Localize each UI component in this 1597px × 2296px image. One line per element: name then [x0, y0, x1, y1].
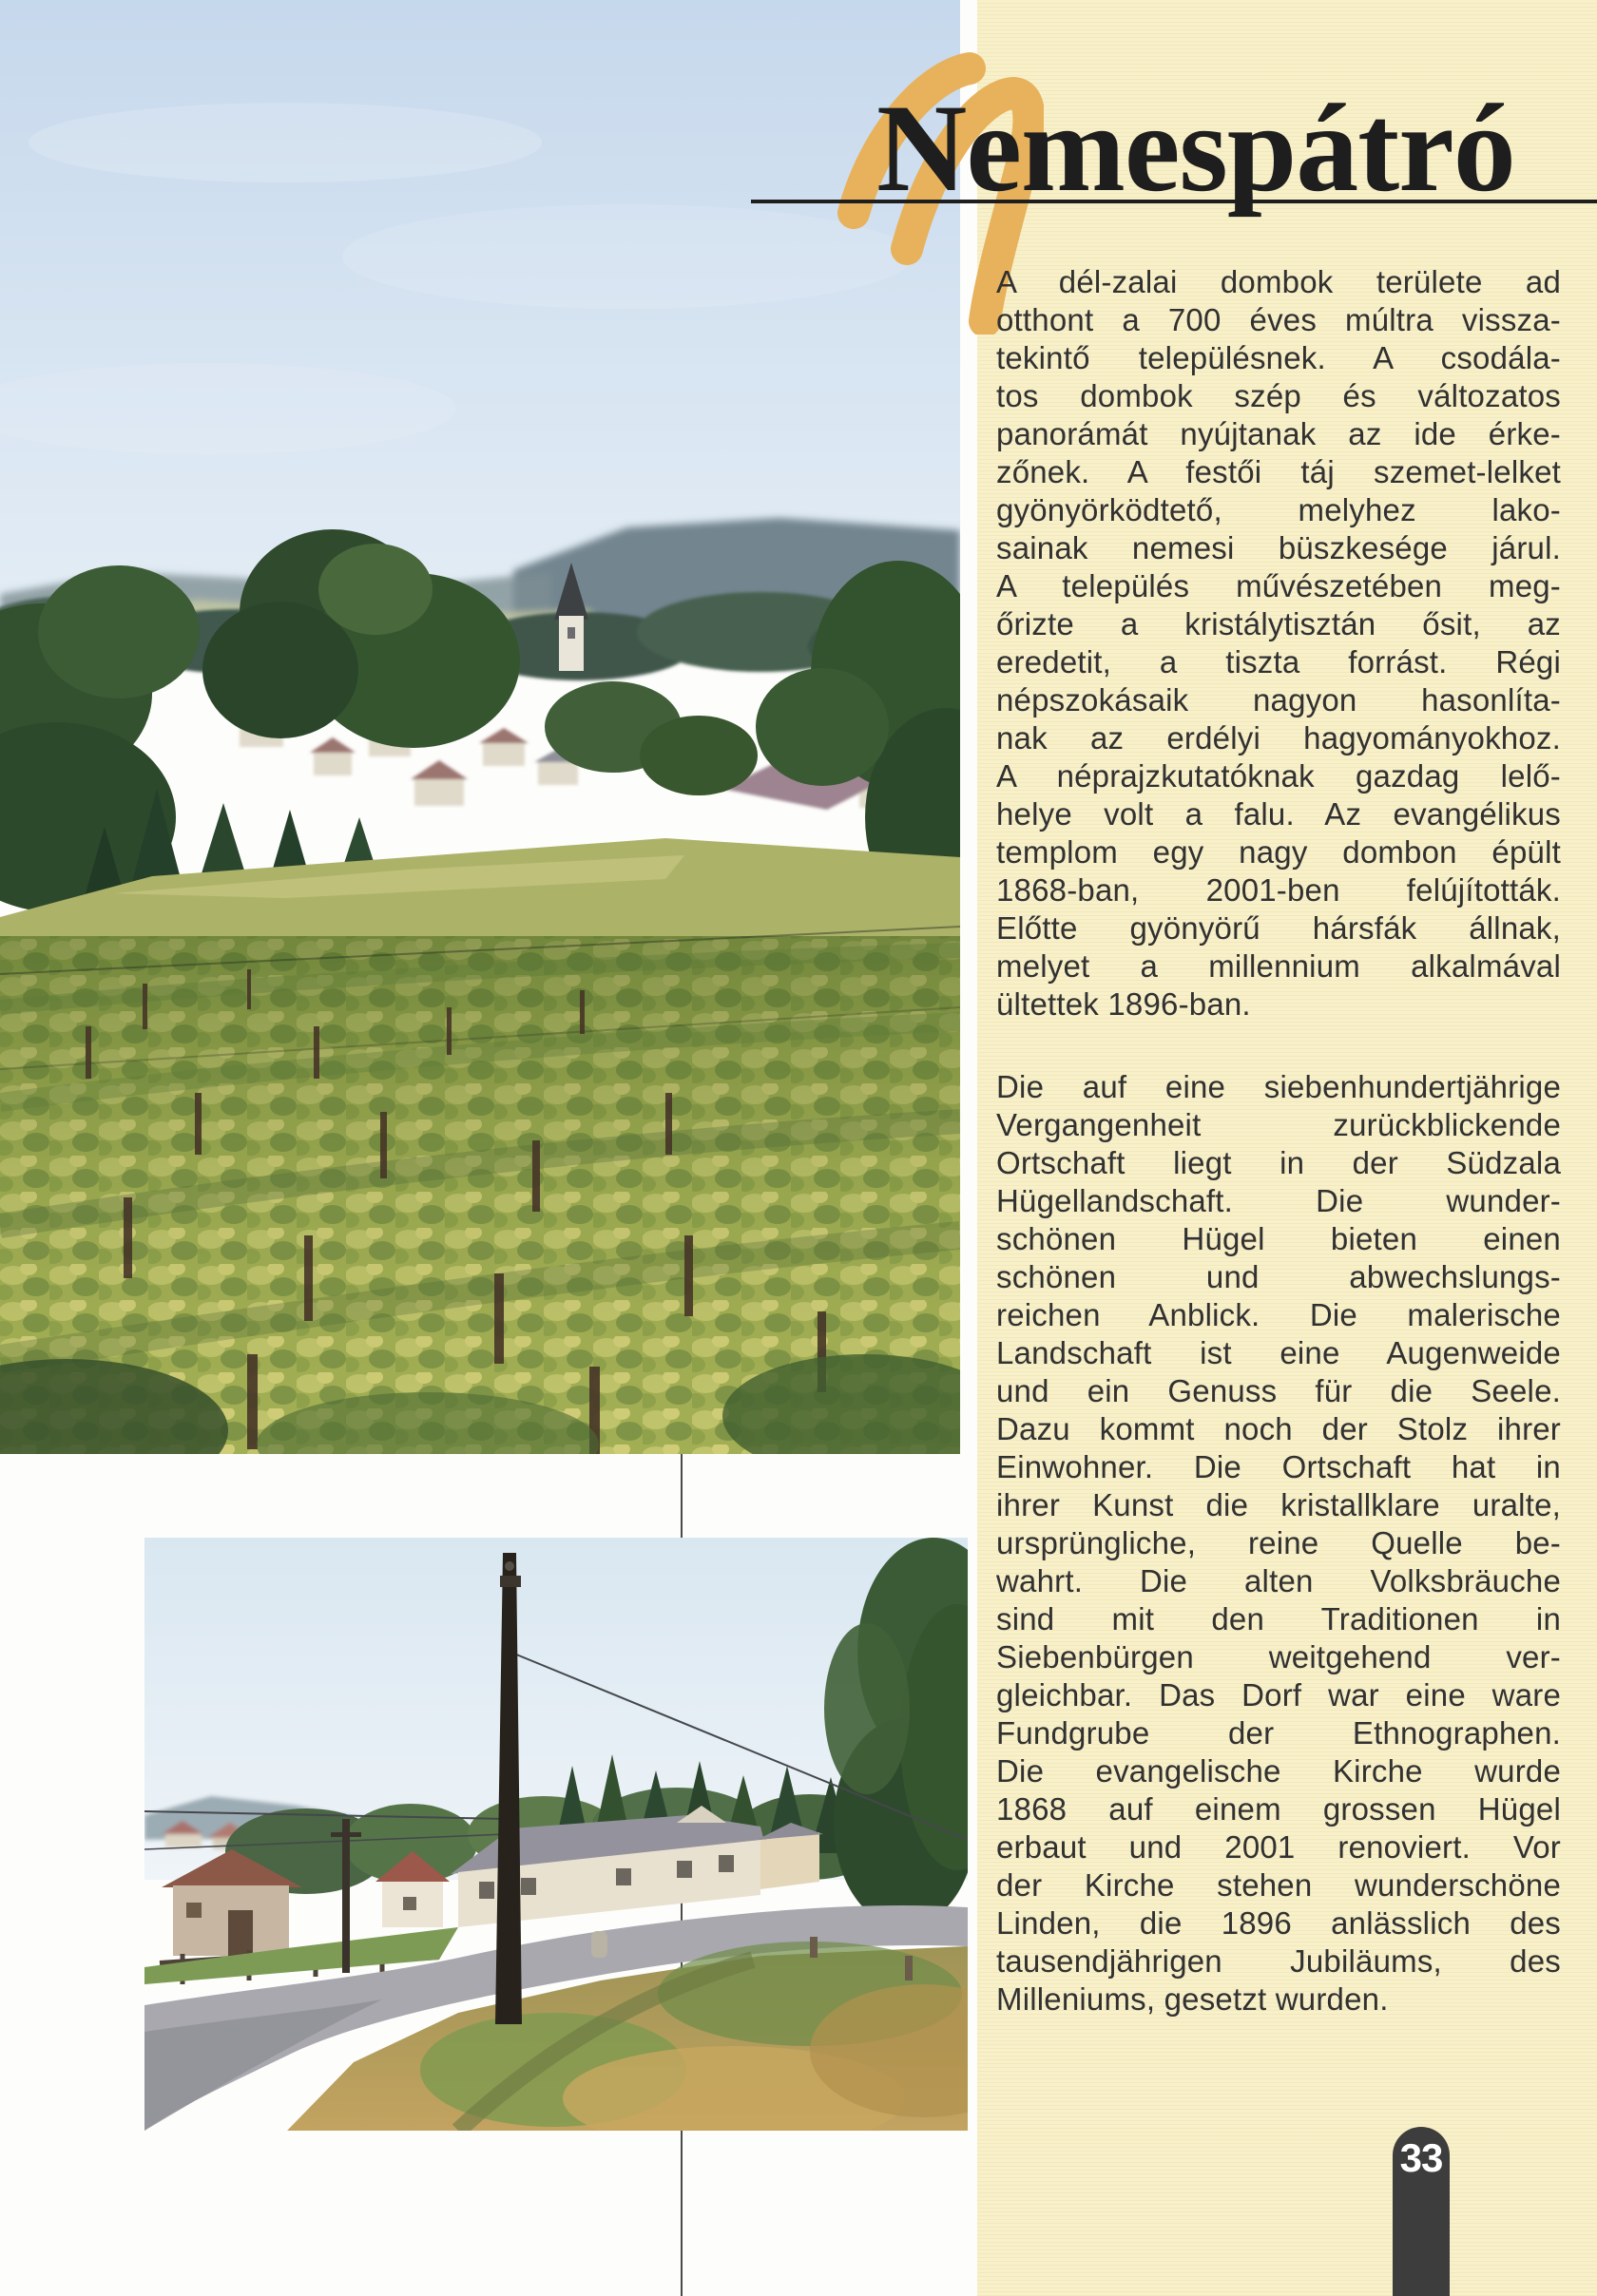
- text-line: Landschaft ist eine Augenweide: [996, 1335, 1561, 1370]
- vineyard: [0, 927, 960, 1454]
- text-line: népszokásaik nagyon hasonlíta-: [996, 682, 1561, 718]
- text-line: ihrer Kunst die kristallklare uralte,: [996, 1487, 1561, 1522]
- text-line: erbaut und 2001 renoviert. Vor: [996, 1829, 1561, 1865]
- text-line: Ortschaft liegt in der Südzala: [996, 1145, 1561, 1180]
- german-paragraph: [996, 1068, 1561, 2019]
- text-line: ültettek 1896-ban.: [996, 986, 1251, 1022]
- text-line: schönen und abwechslungs-: [996, 1259, 1561, 1294]
- page-number: 33: [1399, 2135, 1443, 2180]
- text-line: gleichbar. Das Dorf war eine ware: [996, 1677, 1561, 1712]
- text-line: Vergangenheit zurückblickende: [996, 1107, 1561, 1142]
- hungarian-paragraph: [996, 263, 1561, 1024]
- text-line: wahrt. Die alten Volksbräuche: [996, 1563, 1561, 1598]
- village-road-illustration: [144, 1538, 968, 2131]
- text-line: tausendjährigen Jubiläums, des: [996, 1943, 1561, 1979]
- text-line: helye volt a falu. Az evangélikus: [996, 796, 1561, 832]
- text-line: tos dombok szép és változatos: [996, 378, 1561, 413]
- text-line: A település művészetében meg-: [996, 568, 1561, 603]
- text-line: zőnek. A festői táj szemet-lelket: [996, 454, 1561, 489]
- text-line: Milleniums, gesetzt wurden.: [996, 1981, 1389, 2017]
- text-line: sainak nemesi büszkesége járul.: [996, 530, 1561, 565]
- text-line: Die auf eine siebenhundertjährige: [996, 1069, 1561, 1104]
- text-line: 1868 auf einem grossen Hügel: [996, 1791, 1561, 1827]
- text-line: Siebenbürgen weitgehend ver-: [996, 1639, 1561, 1674]
- page-number-tab: [1393, 2127, 1450, 2296]
- page-title: Nemespátró: [876, 78, 1515, 218]
- text-line: 1868-ban, 2001-ben felújították.: [996, 872, 1561, 908]
- text-line: Fundgrube der Ethnographen.: [996, 1715, 1561, 1751]
- text-line: Einwohner. Die Ortschaft hat in: [996, 1449, 1561, 1484]
- text-line: und ein Genuss für die Seele.: [996, 1373, 1561, 1408]
- text-line: otthont a 700 éves múltra vissza-: [996, 302, 1561, 337]
- text-line: panorámát nyújtanak az ide érke-: [996, 416, 1561, 451]
- text-line: sind mit den Traditionen in: [996, 1601, 1561, 1636]
- text-line: nak az erdélyi hagyományokhoz.: [996, 720, 1561, 756]
- text-line: tekintő településnek. A csodála-: [996, 340, 1561, 375]
- text-line: reichen Anblick. Die malerische: [996, 1297, 1561, 1332]
- text-line: őrizte a kristálytisztán ősit, az: [996, 606, 1561, 641]
- text-line: gyönyörködtető, melyhez lako-: [996, 492, 1561, 527]
- text-line: A dél-zalai dombok területe ad: [996, 264, 1561, 299]
- text-line: Dazu kommt noch der Stolz ihrer: [996, 1411, 1561, 1446]
- text-line: Die evangelische Kirche wurde: [996, 1753, 1561, 1789]
- photo-village-road: [144, 1538, 968, 2131]
- text-line: templom egy nagy dombon épült: [996, 834, 1561, 870]
- text-line: ursprüngliche, reine Quelle be-: [996, 1525, 1561, 1560]
- text-line: schönen Hügel bieten einen: [996, 1221, 1561, 1256]
- text-line: Linden, die 1896 anlässlich des: [996, 1905, 1561, 1941]
- text-line: melyet a millennium alkalmával: [996, 948, 1561, 984]
- text-line: Hügellandschaft. Die wunder-: [996, 1183, 1561, 1218]
- text-line: Előtte gyönyörű hársfák állnak,: [996, 910, 1561, 946]
- text-line: eredetit, a tiszta forrást. Régi: [996, 644, 1561, 679]
- text-line: der Kirche stehen wunderschöne: [996, 1867, 1561, 1903]
- text-line: A néprajzkutatóknak gazdag lelő-: [996, 758, 1561, 794]
